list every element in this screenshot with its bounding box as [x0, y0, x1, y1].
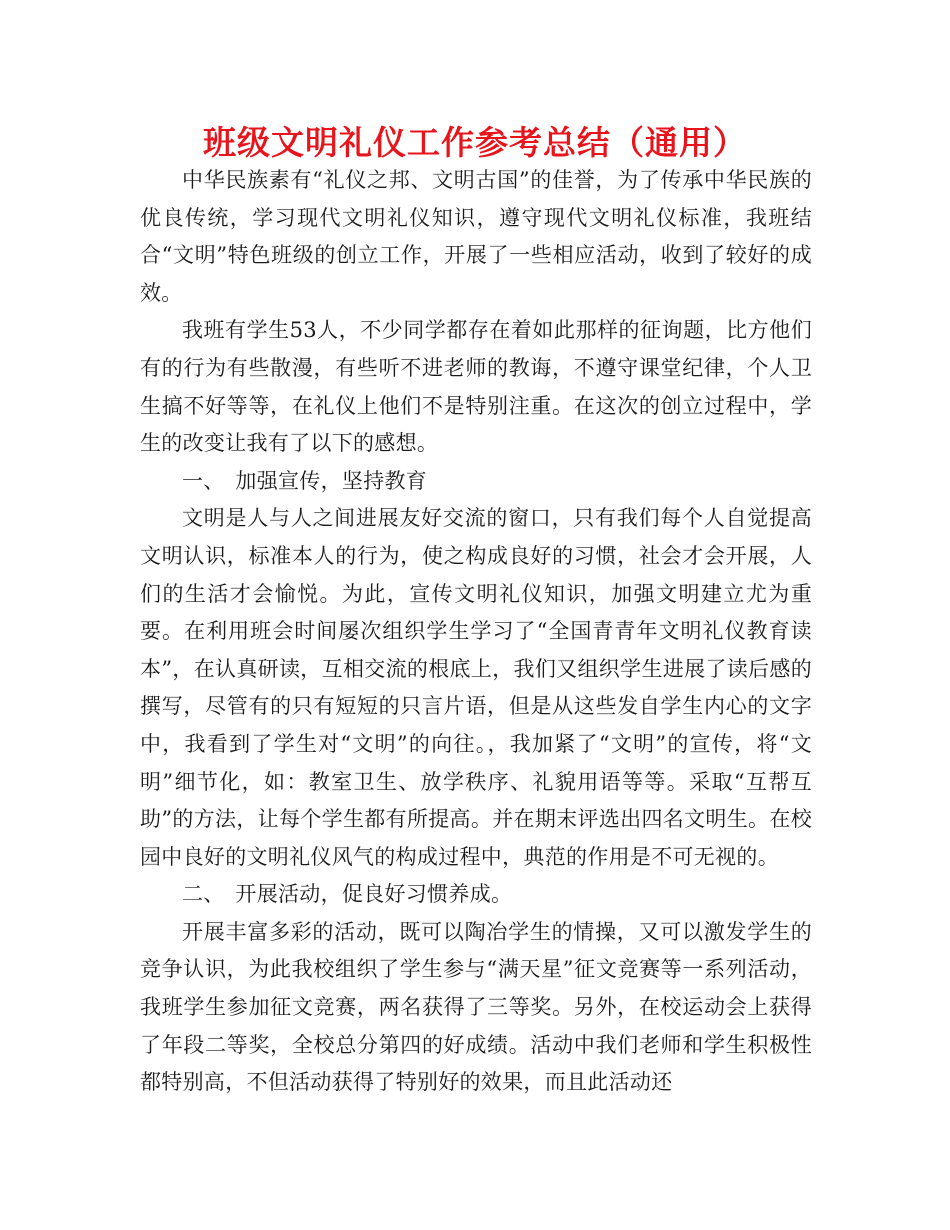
- document-title: 班级文明礼仪工作参考总结（通用）: [203, 123, 747, 162]
- document-body: [140, 162, 812, 1102]
- section-heading-2: 二、 开展活动，促良好习惯养成。: [182, 882, 513, 907]
- paragraph-intro: 中华民族素有“礼仪之邦、文明古国”的佳誉，为了传承中华民族的优良传统，学习现代文明礼仪知识，遵守现代文明礼仪标准，我班结合“文明”特色班级的创立工作，开展了一些相应活动，收到了较好的成效。: [140, 168, 812, 305]
- paragraph-class-situation: 我班有学生53人，不少同学都存在着如此那样的征询题，比方他们有的行为有些散漫，有些听不进老师的教诲，不遵守课堂纪律，个人卫生搞不好等等，在礼仪上他们不是特别注重。在这次的创立过程中，学生的改变让我有了以下的感想。: [140, 318, 812, 456]
- section-heading-1: 一、 加强宣传，坚持教育: [182, 468, 428, 493]
- paragraph-activities: 开展丰富多彩的活动，既可以陶冶学生的情操，又可以激发学生的竞争认识，为此我校组织了学生参与“满天星”征文竞赛等一系列活动，我班学生参加征文竞赛，两名获得了三等奖。另外，在校运动会上获得了年段二等奖，全校总分第四的好成绩。活动中我们老师和学生积极性都特别高，不但活动获得了特别好的效果，而且此活动还: [140, 919, 812, 1095]
- paragraph-publicity: 文明是人与人之间进展友好交流的窗口，只有我们每个人自觉提高文明认识，标准本人的行为，使之构成良好的习惯，社会才会开展，人们的生活才会愉悦。为此，宣传文明礼仪知识，加强文明建立尤为重要。在利用班会时间屡次组织学生学习了“全国青青年文明礼仪教育读本”，在认真研读，互相交流的根底上，我们又组织学生进展了读后感的撰写，尽管有的只有短短的只言片语，但是从这些发自学生内心的文字中，我看到了学生对“文明”的向往。，我加紧了“文明”的宣传，将“文明”细节化，如：教室卫生、放学秩序、礼貌用语等等。采取“互帮互助”的方法，让每个学生都有所提高。并在期末评选出四名文明生。在校园中良好的文明礼仪风气的构成过程中，典范的作用是不可无视的。: [140, 506, 812, 869]
